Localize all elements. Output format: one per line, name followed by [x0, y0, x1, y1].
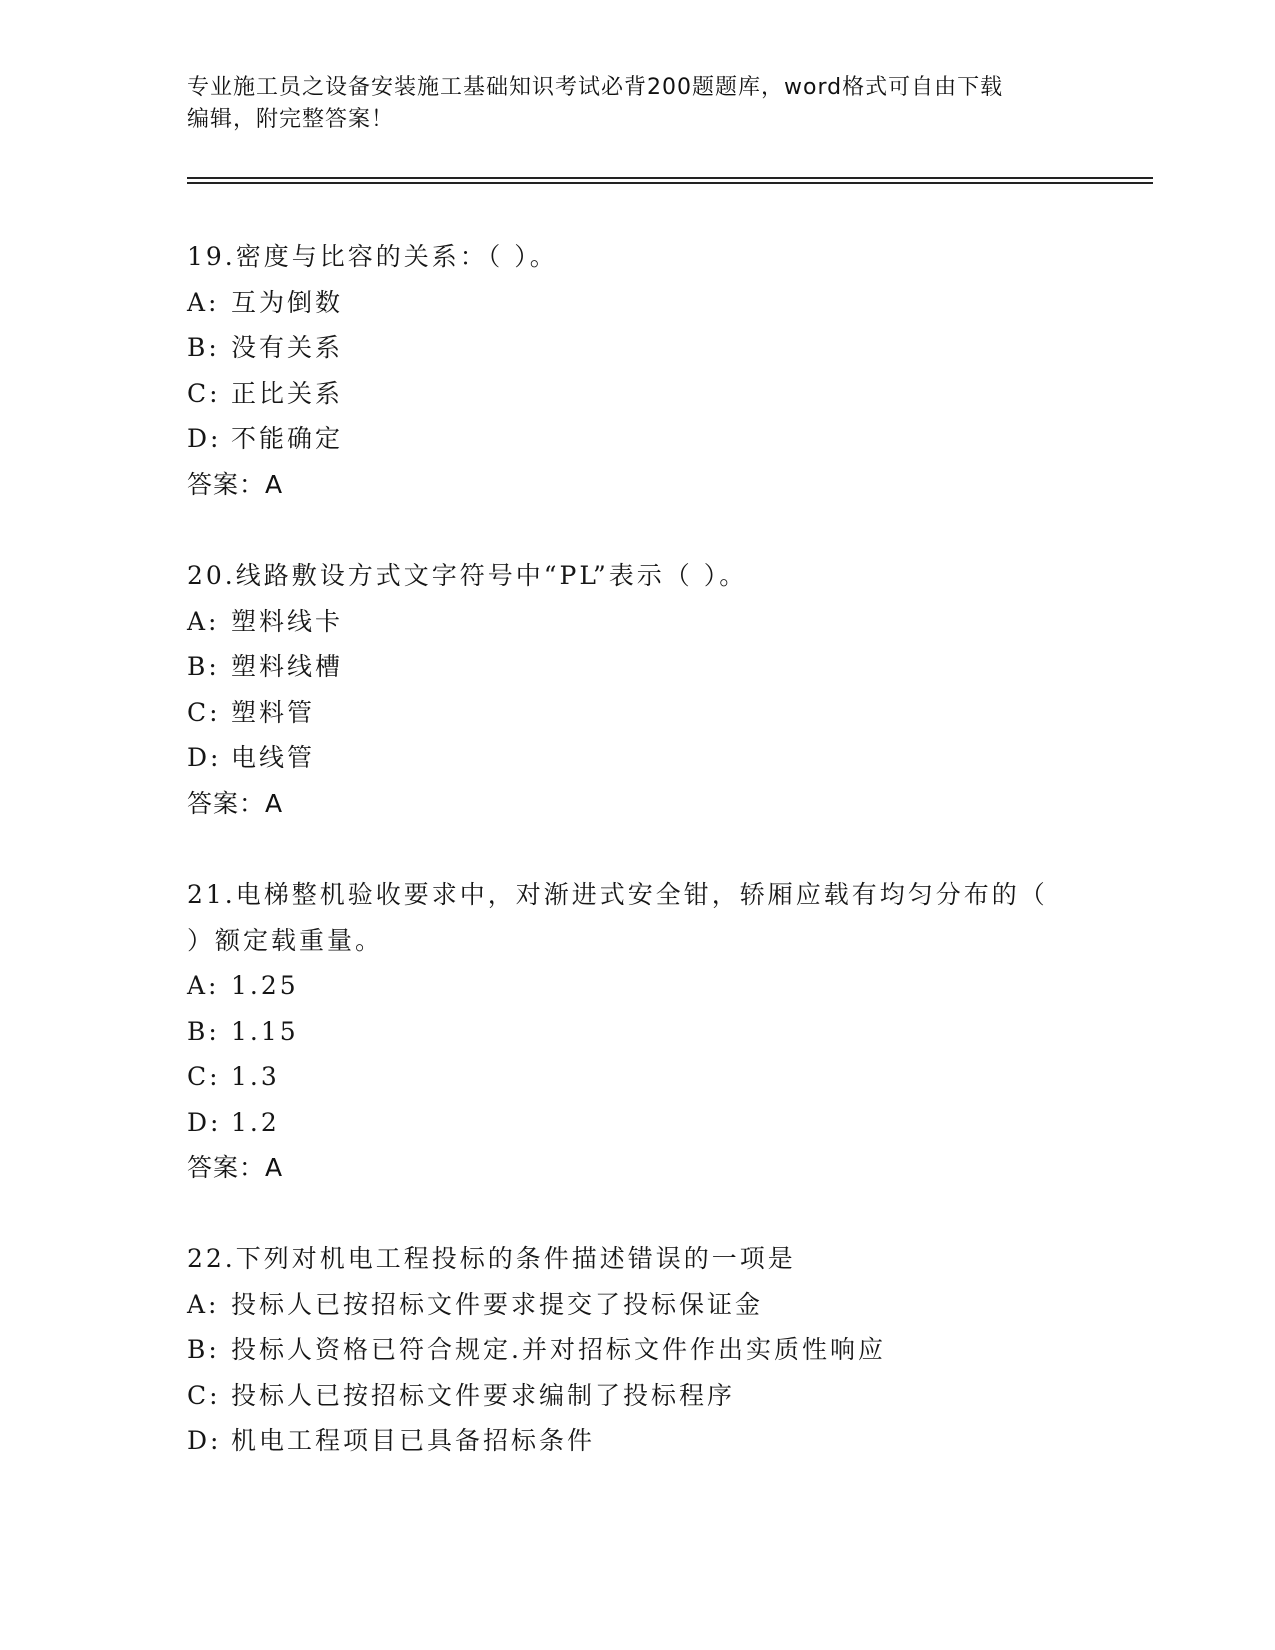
option-d: [187, 735, 1087, 781]
option-letter: A:: [187, 1289, 220, 1319]
document-header: [187, 72, 1087, 136]
option-letter: D:: [187, 1426, 222, 1455]
question-22: [187, 1236, 1087, 1464]
option-text: 塑料管: [231, 697, 316, 727]
option-text: 机电工程项目已具备招标条件: [231, 1426, 596, 1455]
question-19: [187, 234, 1087, 507]
option-a: [187, 963, 1087, 1009]
option-letter: D:: [187, 424, 222, 453]
header-rule-bottom: [187, 182, 1153, 184]
option-c: [187, 690, 1087, 736]
option-letter: C:: [187, 697, 221, 727]
option-letter: A:: [187, 606, 220, 636]
option-d: [187, 416, 1087, 462]
option-letter: C:: [187, 1062, 221, 1091]
option-letter: B:: [187, 1016, 220, 1046]
question-stem-line-1: 21.电梯整机验收要求中，对渐进式安全钳，轿厢应载有均匀分布的（: [187, 880, 1048, 909]
option-a: [187, 1282, 1087, 1328]
option-text: 1.3: [231, 1062, 280, 1091]
option-letter: C:: [187, 378, 221, 408]
option-text: 电线管: [231, 743, 316, 772]
option-a: [187, 280, 1087, 326]
option-letter: B:: [187, 1335, 220, 1364]
option-text: 投标人资格已符合规定.并对招标文件作出实质性响应: [231, 1335, 886, 1364]
header-line-2: 编辑，附完整答案！: [187, 107, 395, 132]
option-text: 1.2: [231, 1107, 280, 1137]
option-c: [187, 1054, 1087, 1100]
option-text: 没有关系: [231, 333, 344, 362]
option-text: 投标人已按招标文件要求编制了投标程序: [231, 1380, 736, 1410]
option-b: [187, 1327, 1087, 1373]
option-d: [187, 1100, 1087, 1146]
option-letter: C:: [187, 1380, 221, 1410]
header-line-1: 专业施工员之设备安装施工基础知识考试必背200题题库，word格式可自由下载: [187, 75, 1004, 100]
option-b: [187, 1009, 1087, 1055]
option-text: 1.25: [231, 971, 299, 1000]
question-stem: 19.密度与比容的关系：（ ）。: [187, 242, 558, 271]
answer-line: 答案：A: [187, 1153, 284, 1182]
option-letter: D:: [187, 1107, 222, 1137]
option-a: [187, 599, 1087, 645]
header-rule-top: [187, 177, 1153, 179]
question-21: [187, 872, 1087, 1191]
option-letter: B:: [187, 652, 220, 681]
option-text: 投标人已按招标文件要求提交了投标保证金: [231, 1289, 764, 1319]
option-letter: A:: [187, 971, 220, 1000]
answer-line: 答案：A: [187, 469, 284, 499]
option-letter: D:: [187, 743, 222, 772]
option-text: 正比关系: [231, 378, 344, 408]
option-text: 塑料线卡: [231, 606, 344, 636]
option-text: 互为倒数: [231, 287, 344, 317]
option-text: 1.15: [231, 1016, 299, 1046]
option-letter: B:: [187, 333, 220, 362]
option-letter: A:: [187, 287, 220, 317]
option-text: 塑料线槽: [231, 652, 344, 681]
question-stem: 20.线路敷设方式文字符号中“PL”表示（ ）。: [187, 561, 748, 590]
question-stem-line-2: ）额定载重量。: [187, 925, 384, 955]
option-text: 不能确定: [231, 424, 344, 453]
answer-line: 答案：A: [187, 788, 284, 818]
option-b: [187, 325, 1087, 371]
question-stem: 22.下列对机电工程投标的条件描述错误的一项是: [187, 1244, 796, 1273]
option-d: [187, 1418, 1087, 1464]
option-c: [187, 371, 1087, 417]
option-c: [187, 1373, 1087, 1419]
question-20: [187, 553, 1087, 826]
option-b: [187, 644, 1087, 690]
